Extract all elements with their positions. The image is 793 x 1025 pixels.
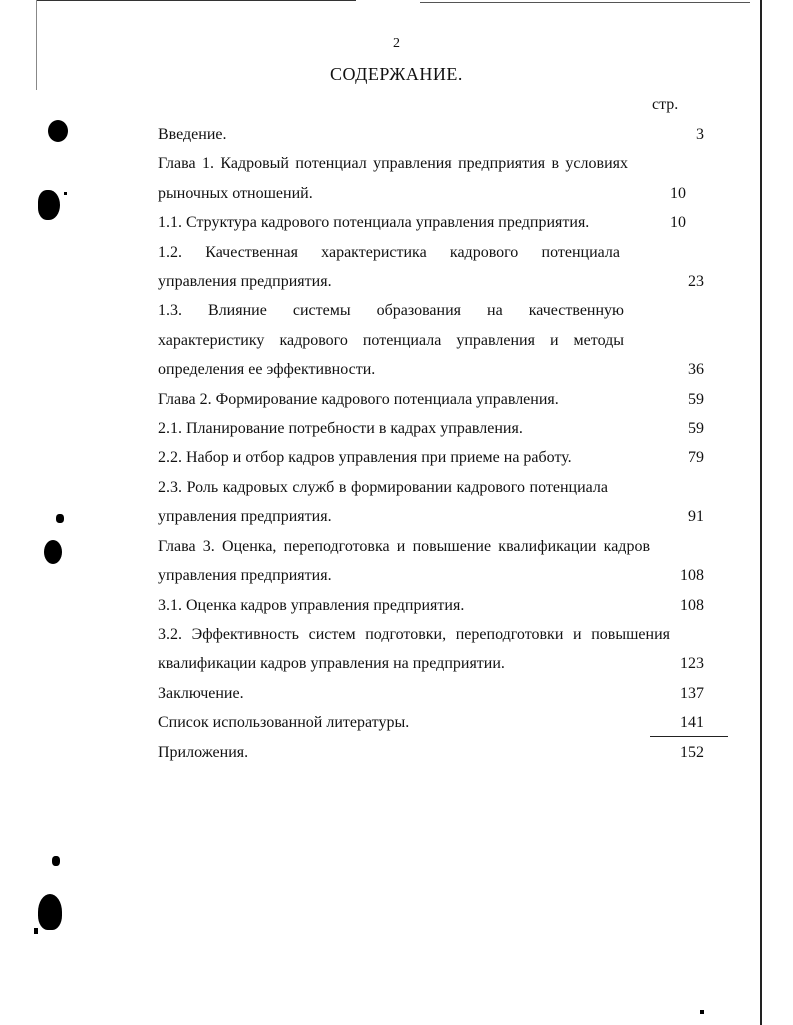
table-of-contents [158, 120, 718, 767]
toc-entry-text: Заключение. [158, 684, 244, 702]
toc-entry-text: 1.3. Влияние системы образования на качественную характеристику кадрового потенциала управления и методы определения ее эффективности. [158, 302, 624, 379]
page-title: СОДЕРЖАНИЕ. [330, 64, 463, 84]
page-number: 2 [393, 36, 400, 51]
toc-entry-text: Введение. [158, 126, 227, 143]
toc-entry-text: 3.2. Эффективность систем подготовки, переподготовки и повышения квалификации кадров управления на предприятии. [158, 625, 670, 673]
scan-speck [34, 928, 38, 934]
toc-entry-page: 123 [680, 655, 704, 673]
toc-entry-text: Приложения. [158, 743, 249, 761]
toc-entry-page: 23 [688, 273, 704, 291]
toc-entry-page: 108 [680, 596, 704, 614]
toc-entry-page: 137 [680, 684, 704, 702]
toc-entry-page: 3 [696, 126, 704, 143]
toc-entry-text: 2.3. Роль кадровых служб в формировании кадрового потенциала управления предприятия. [158, 478, 608, 526]
toc-entry [158, 679, 718, 708]
toc-entry-page: 108 [680, 567, 704, 585]
punch-hole-mark [48, 120, 68, 142]
toc-entry [158, 532, 718, 591]
total-rule-line [650, 736, 728, 737]
toc-entry [158, 620, 718, 679]
toc-entry-page: 141 [680, 714, 704, 732]
scan-edge-line [36, 0, 356, 1]
scan-speck [700, 1010, 704, 1014]
toc-entry [158, 149, 718, 208]
punch-hole-mark [38, 894, 62, 930]
toc-entry-text: Глава 2. Формирование кадрового потенциала управления. [158, 390, 559, 408]
toc-entry-page: 91 [688, 508, 704, 526]
toc-entry [158, 238, 718, 297]
toc-entry-page: 59 [688, 420, 704, 438]
toc-entry [158, 296, 718, 384]
toc-entry-text: Список использованной литературы. [158, 714, 410, 732]
toc-entry [158, 208, 718, 237]
toc-entry-page: 79 [688, 449, 704, 467]
scan-speck [64, 192, 67, 195]
toc-entry [158, 385, 718, 414]
toc-entry-page: 10 [670, 214, 686, 232]
toc-entry-text: Глава 3. Оценка, переподготовка и повышение квалификации кадров управления предприятия. [158, 537, 650, 585]
toc-entry-text: 1.1. Структура кадрового потенциала управления предприятия. [158, 214, 590, 232]
toc-entry-page: 36 [688, 361, 704, 379]
toc-entry-text: 3.1. Оценка кадров управления предприятия. [158, 596, 465, 614]
toc-entry [158, 591, 718, 620]
toc-entry [158, 708, 718, 737]
toc-entry-text: 1.2. Качественная характеристика кадрового потенциала управления предприятия. [158, 243, 620, 291]
scan-speck [52, 856, 60, 866]
toc-entry-text: 2.2. Набор и отбор кадров управления при приеме на работу. [158, 449, 572, 467]
scan-speck [56, 514, 64, 523]
toc-entry [158, 738, 718, 767]
scan-edge-line [760, 0, 762, 1025]
punch-hole-mark [44, 540, 62, 564]
toc-entry [158, 443, 718, 472]
toc-entry [158, 473, 718, 532]
toc-entry-page: 10 [670, 184, 686, 202]
page-column-label: стр. [652, 96, 679, 113]
toc-entry [158, 414, 718, 443]
toc-entry-page: 152 [680, 743, 704, 761]
toc-entry-text: Глава 1. Кадровый потенциал управления предприятия в условиях рыночных отношений. [158, 155, 628, 202]
toc-entry [158, 120, 718, 149]
scan-edge-line [420, 2, 750, 3]
punch-hole-mark [38, 190, 60, 220]
toc-entry-page: 59 [688, 390, 704, 408]
toc-entry-text: 2.1. Планирование потребности в кадрах управления. [158, 420, 523, 438]
